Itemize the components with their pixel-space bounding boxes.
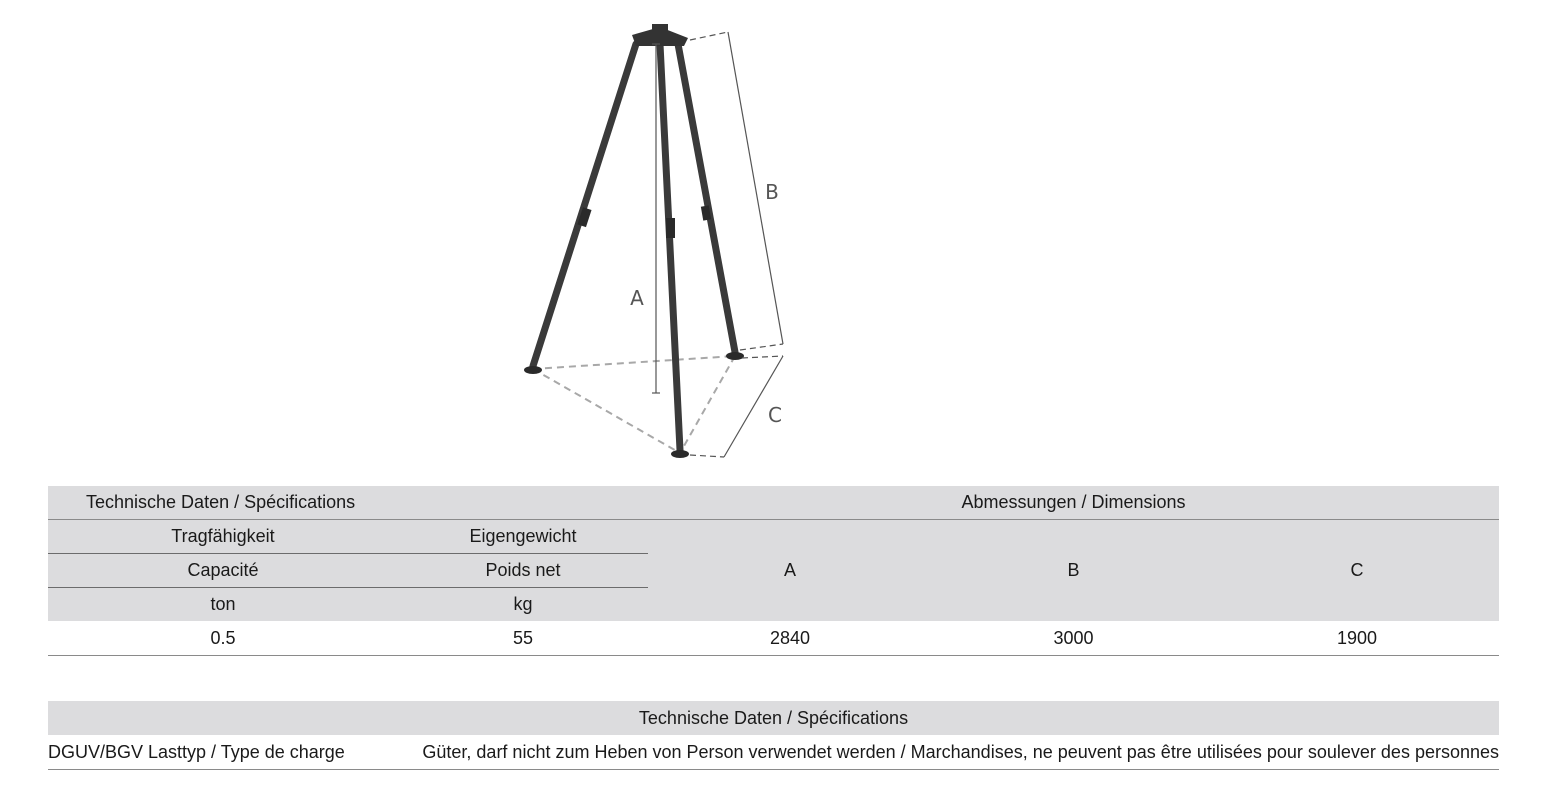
- dimension-label-a: A: [630, 286, 644, 310]
- dimension-b-header: B: [932, 520, 1215, 622]
- dimension-c-header: C: [1215, 520, 1499, 622]
- dimension-a-header: A: [648, 520, 932, 622]
- capacity-unit: ton: [48, 588, 398, 622]
- tripod-head: [632, 24, 688, 46]
- table-row: [48, 621, 1499, 656]
- capacity-value: 0.5: [48, 621, 398, 656]
- dimension-label-c: C: [768, 403, 782, 427]
- spec-header-dimensions: Abmessungen / Dimensions: [648, 486, 1499, 520]
- specifications-table: [48, 486, 1499, 656]
- leg-clamps: [577, 205, 711, 238]
- dimension-b-value: 3000: [932, 621, 1215, 656]
- weight-header-de: Eigengewicht: [398, 520, 648, 554]
- load-type-header: Technische Daten / Spécifications: [48, 701, 1499, 735]
- spec-header-left: Technische Daten / Spécifications: [48, 486, 648, 520]
- dimension-a-value: 2840: [648, 621, 932, 656]
- tripod-legs: [533, 44, 735, 450]
- base-outline: [533, 356, 735, 453]
- dimension-label-b: B: [765, 180, 779, 204]
- capacity-header-fr: Capacité: [48, 554, 398, 588]
- weight-header-fr: Poids net: [398, 554, 648, 588]
- capacity-header-de: Tragfähigkeit: [48, 520, 398, 554]
- load-type-label: DGUV/BGV Lasttyp / Type de charge: [48, 735, 366, 770]
- weight-value: 55: [398, 621, 648, 656]
- table-row: [48, 735, 1499, 770]
- load-type-value: Güter, darf nicht zum Heben von Person verwendet werden / Marchandises, ne peuvent pas être utilisées pour soulever des personnes: [366, 735, 1499, 770]
- weight-unit: kg: [398, 588, 648, 622]
- dimension-c-value: 1900: [1215, 621, 1499, 656]
- dimension-a: [652, 44, 660, 393]
- load-type-table: [48, 701, 1499, 770]
